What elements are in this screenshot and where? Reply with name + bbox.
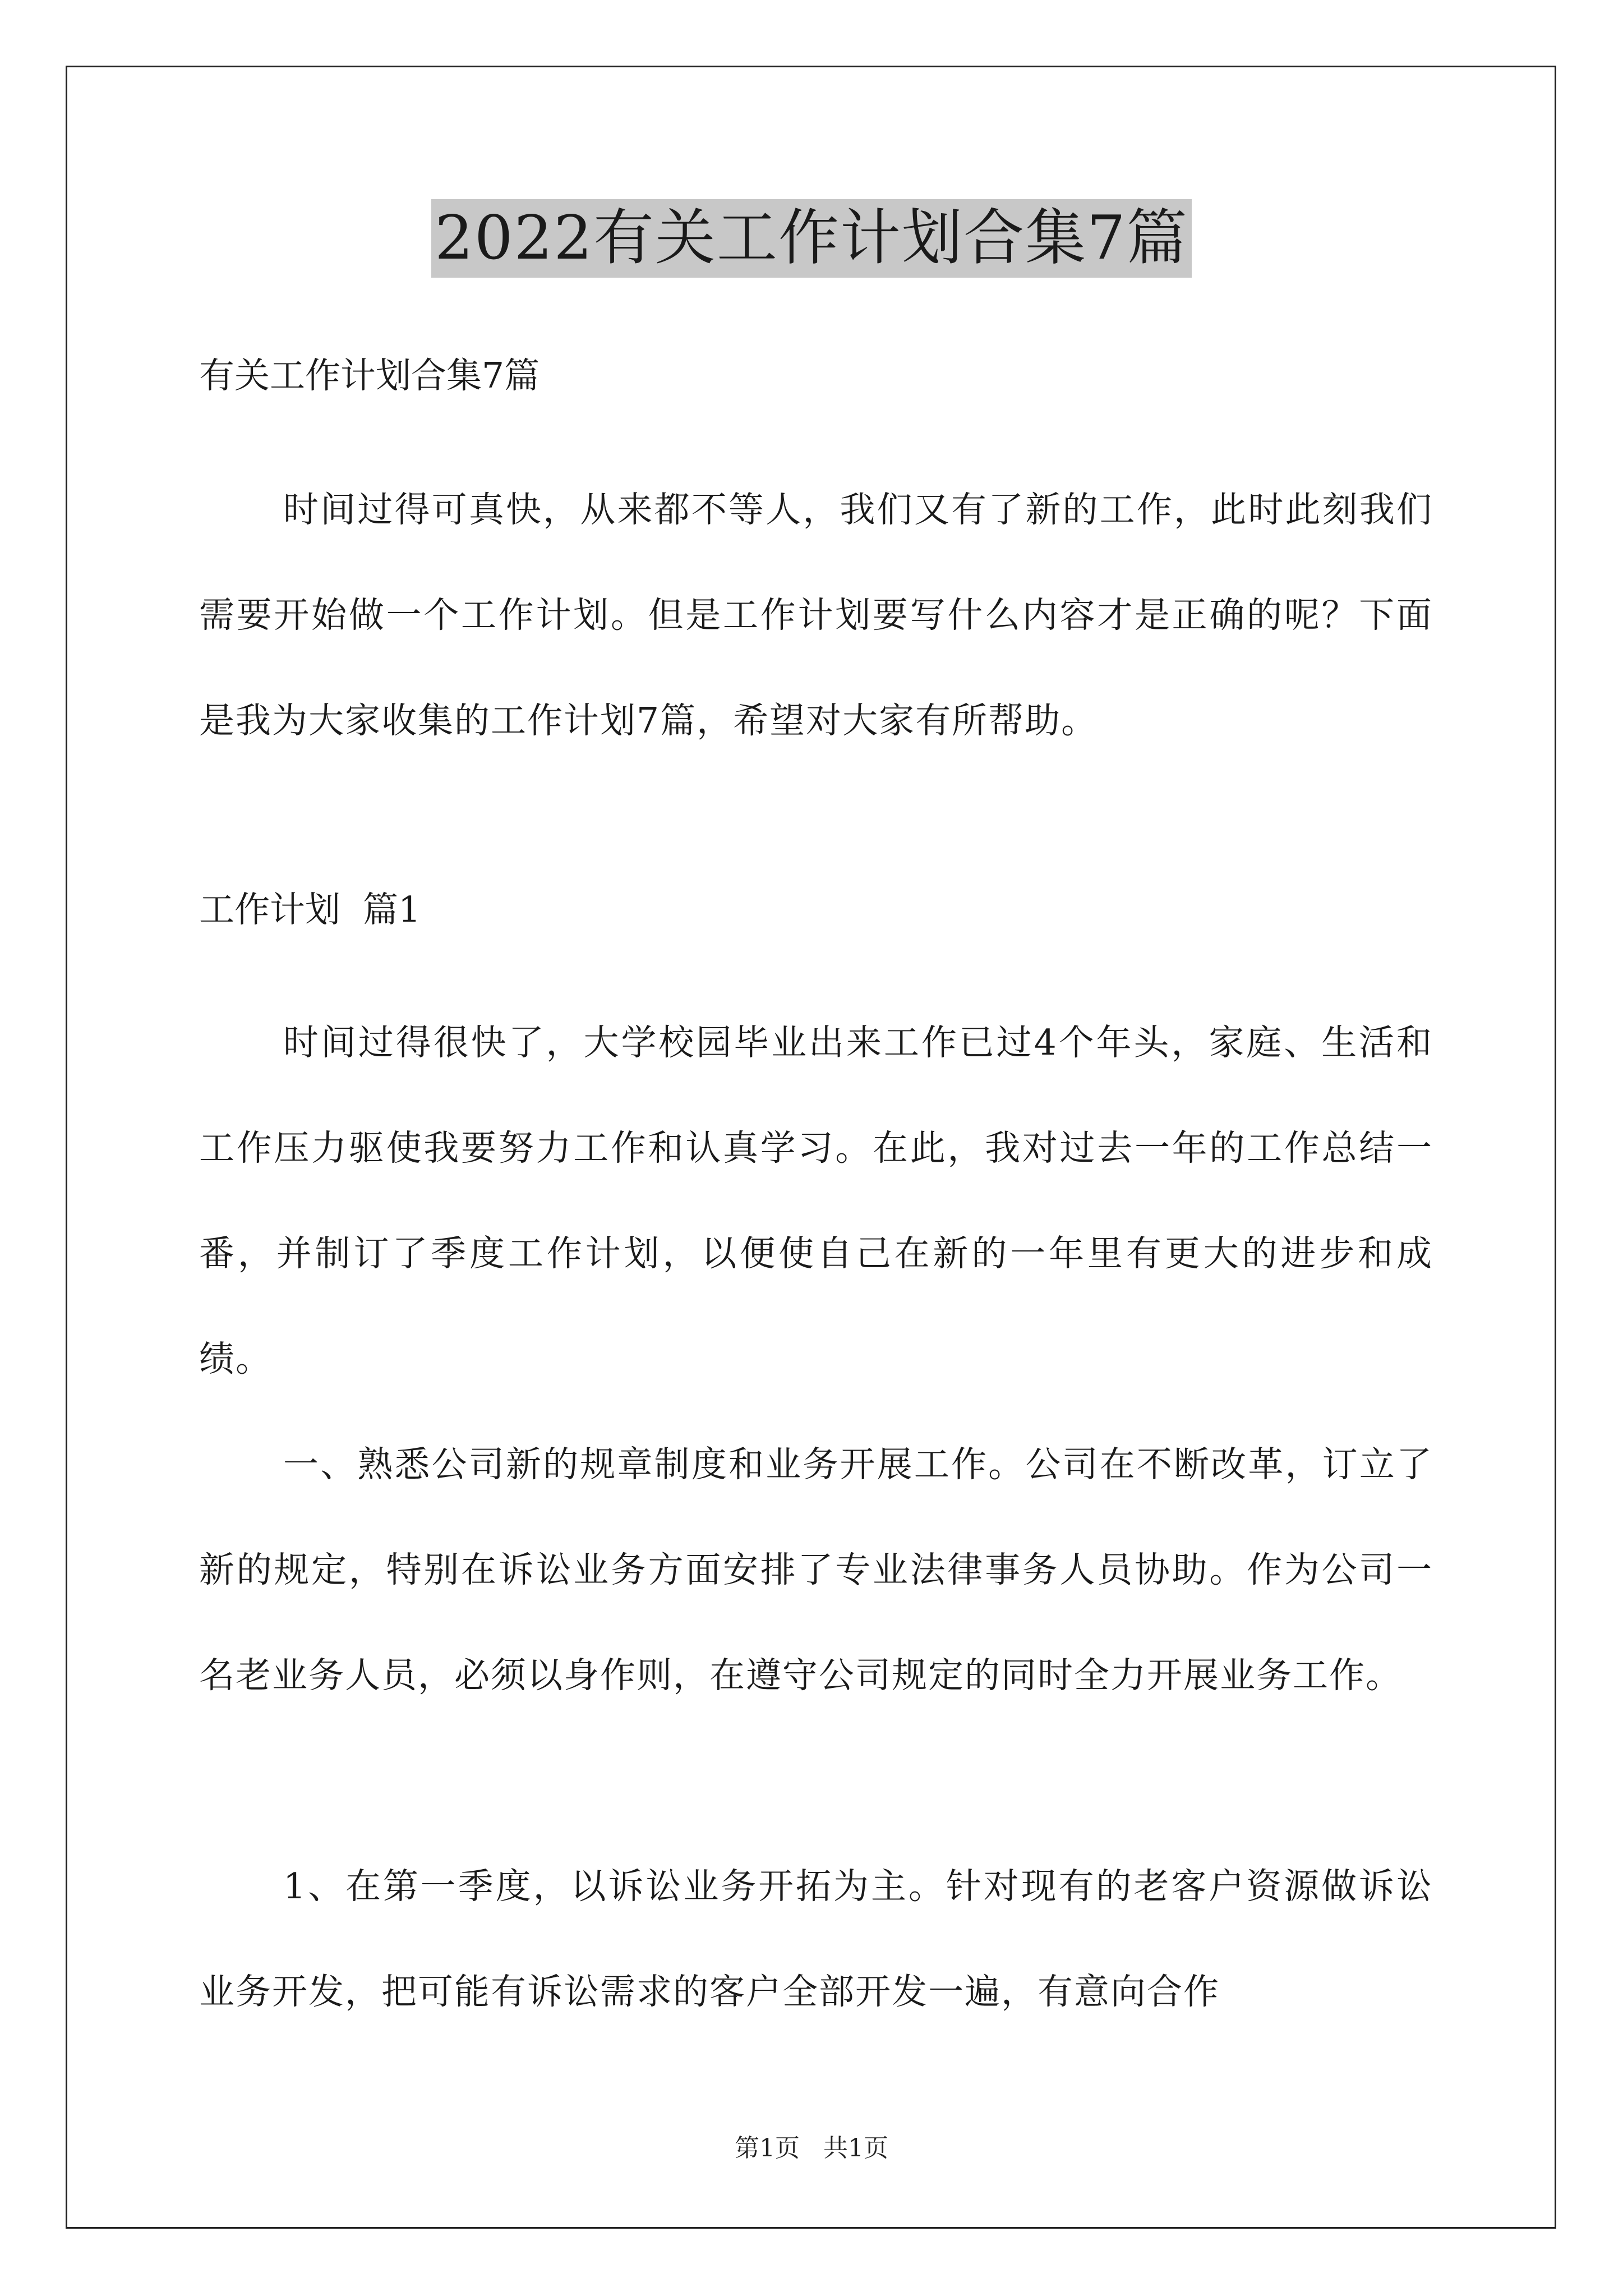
body-paragraph-1: 时间过得很快了，大学校园毕业出来工作已过4个年头，家庭、生活和工作压力驱使我要努力工作和认真学习。在此，我对过去一年的工作总结一番，并制订了季度工作计划，以便使自己在新的一年里有更大的进步和成绩。 <box>199 1022 1433 1379</box>
document-subtitle: 有关工作计划合集7篇 <box>199 355 540 396</box>
body-paragraph-2: 一、熟悉公司新的规章制度和业务开展工作。公司在不断改革，订立了新的规定，特别在诉讼业务方面安排了专业法律事务人员协助。作为公司一名老业务人员，必须以身作则，在遵守公司规定的同时全力开展业务工作。 <box>199 1444 1433 1696</box>
body-paragraph-3: 1、在第一季度，以诉讼业务开拓为主。针对现有的老客户资源做诉讼业务开发，把可能有诉讼需求的客户全部开发一遍，有意向合作 <box>199 1866 1433 2012</box>
intro-paragraph: 时间过得可真快，从来都不等人，我们又有了新的工作，此时此刻我们需要开始做一个工作计划。但是工作计划要写什么内容才是正确的呢？下面是我为大家收集的工作计划7篇，希望对大家有所帮助。 <box>199 489 1433 741</box>
document-title: 2022有关工作计划合集7篇 <box>431 199 1192 278</box>
title-container <box>0 199 1623 278</box>
page-footer: 第1页 共1页 <box>735 2134 888 2162</box>
section-title: 工作计划 篇1 <box>199 889 421 930</box>
